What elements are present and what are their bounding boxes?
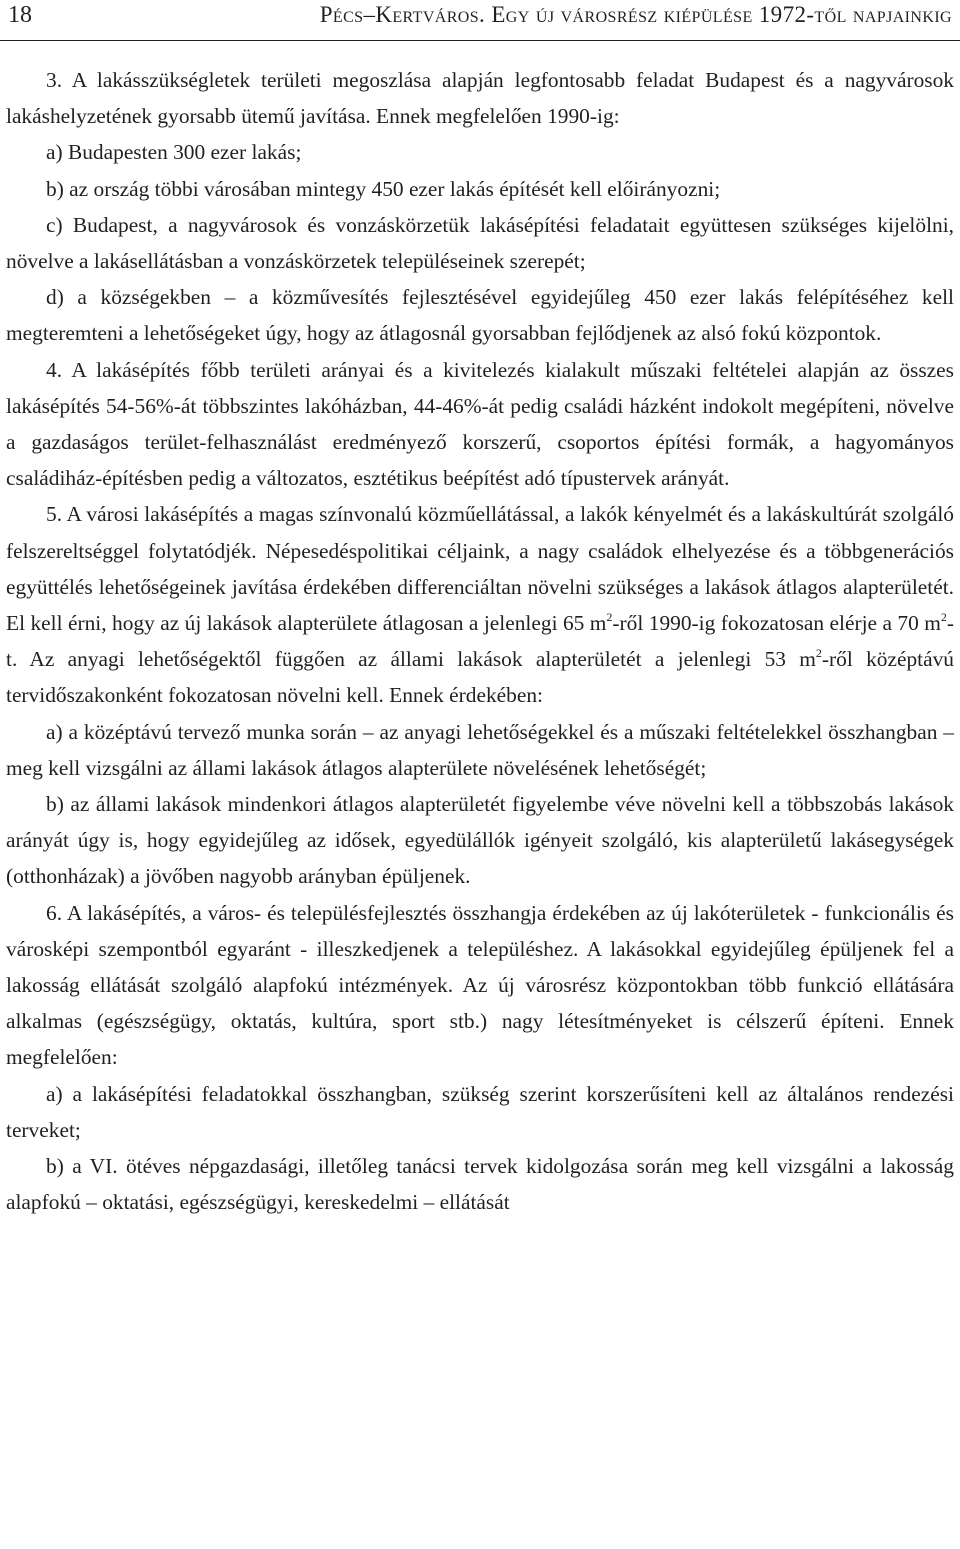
running-title: Pécs–Kertváros. Egy új városrész kiépülése 1972-től napjainkig — [319, 2, 952, 27]
item-3c: c) Budapest, a nagyvárosok és vonzáskörzetük lakásépítési feladatait együttesen szükséges kijelölni, növelve a lakásellátásban a vonzáskörzetek településeinek szerepét; — [6, 212, 954, 274]
paragraph-5-text: -ről középtávú tervidőszakonként fokozatosan növelni kell. Ennek érdekében: — [6, 647, 954, 708]
paragraph-4: 4. A lakásépítés főbb területi arányai és a kivitelezés kialakult műszaki feltételei alapján az összes lakásépítés 54-56%-át többszintes lakóházban, 44-46%-át pedig családi házként indokolt megépíteni, növelve a gazdaságos terület-felhasználást eredményező korszerű, csoportos építési formák, a hagyományos családiház-építésben pedig a változatos, esztétikus beépítést adó típustervek arányát. — [6, 357, 954, 491]
paragraph-5 — [6, 496, 954, 713]
item-6a: a) a lakásépítési feladatokkal összhangban, szükség szerint korszerűsíteni kell az általános rendezési terveket; — [6, 1081, 954, 1142]
paragraph-3: 3. A lakásszükségletek területi megoszlása alapján legfontosabb feladat Budapest és a nagyvárosok lakáshelyzetének gyorsabb ütemű javítása. Ennek megfelelően 1990-ig: — [6, 68, 954, 129]
item-3a: a) Budapesten 300 ezer lakás; — [46, 140, 302, 165]
paragraph-5-text: 5. A városi lakásépítés a magas színvonalú közműellátással, a lakók kényelmét és a lakáskultúrát szolgáló felszereltséggel folytatódjék. Népesedéspolitikai céljaink, a nagy családok elhelyezése és a többgenerációs együttélés lehetőségeinek javítása érdekében differenciáltan növelni szükséges a lakások átlagos alapterületét. El kell érni, hogy az új lakások alapterülete átlagosan a jelenlegi 65 m — [6, 502, 954, 636]
paragraph-6: 6. A lakásépítés, a város- és településfejlesztés összhangja érdekében az új lakóterületek - funkcionális és városképi szempontból egyaránt - illeszkedjenek a településhez. A lakásokkal egyidejűleg épüljenek fel a lakosság ellátását szolgáló alapfokú intézmények. Az új városrész központokban több funkció ellátására alkalmas (egészségügy, oktatás, kultúra, sport stb.) nagy létesítményeket is célszerű építeni. Ennek megfelelően: — [6, 900, 954, 1070]
item-6b: b) a VI. ötéves népgazdasági, illetőleg tanácsi tervek kidolgozása során meg kell vizsgálni a lakosság alapfokú – oktatási, egészségügyi, kereskedelmi – ellátását — [6, 1154, 954, 1215]
body-text — [6, 62, 954, 1221]
header-rule — [0, 40, 960, 41]
item-3d: d) a községekben – a közművesítés fejlesztésével egyidejűleg 450 ezer lakás felépítéséhez kell megteremteni a lehetőségeket úgy, hogy az átlagosnál gyorsabban fejlődjenek az alsó fokú központok. — [6, 285, 954, 346]
item-5a: a) a középtávú tervező munka során – az anyagi lehetőségekkel és a műszaki feltételekkel összhangban – meg kell vizsgálni az állami lakások átlagos alapterülete növelésének lehetőségét; — [6, 719, 954, 780]
paragraph-5-text: -ről 1990-ig fokozatosan elérje a 70 m — [612, 611, 941, 636]
item-3b: b) az ország többi városában mintegy 450 ezer lakás építését kell előirányozni; — [46, 176, 721, 201]
page-number: 18 — [8, 2, 32, 28]
item-5b: b) az állami lakások mindenkori átlagos alapterületét figyelembe véve növelni kell a többszobás lakások arányát úgy is, hogy egyidejűleg az idősek, egyedülállók igényeit szolgáló, kis alapterületű lakásegységek (otthonházak) a jövőben nagyobb arányban épüljenek. — [6, 792, 954, 889]
page-header — [8, 2, 952, 36]
superscript: 2 — [815, 646, 822, 661]
superscript: 2 — [606, 609, 613, 624]
paragraph-5-text: -t. Az anyagi lehetőségektől függően az állami lakások alapterületét a jelenlegi 53 m — [6, 611, 954, 672]
superscript: 2 — [940, 609, 947, 624]
